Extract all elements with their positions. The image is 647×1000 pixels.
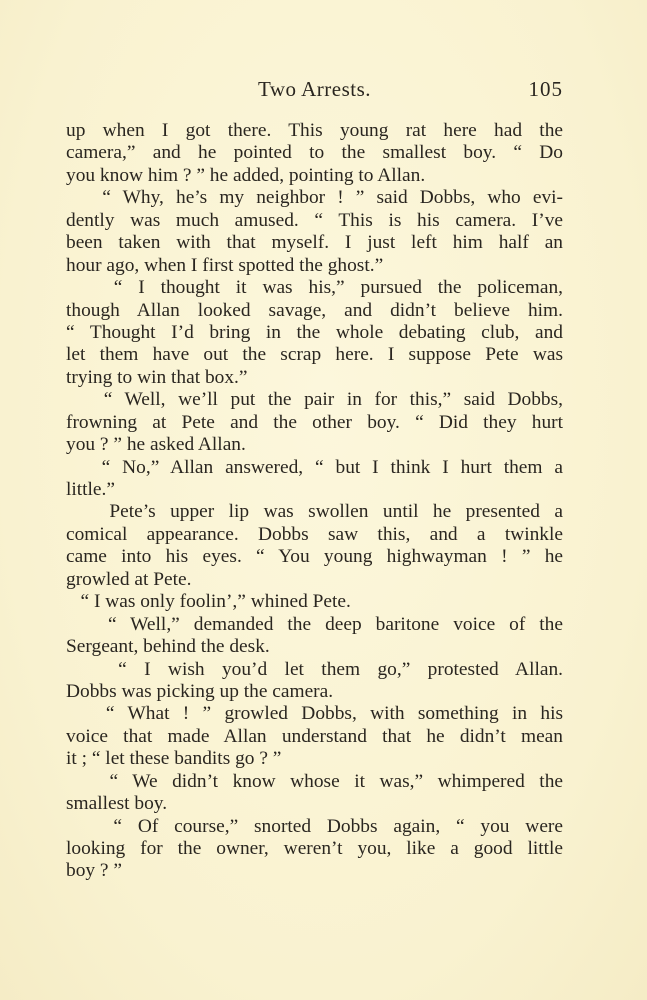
text-line: Sergeant, behind the desk. [66, 636, 270, 658]
text-line: came into his eyes. “ You young highwayman ! ” he [66, 546, 563, 568]
text-line: “ Why, he’s my neighbor ! ” said Dobbs, who evi- [66, 187, 563, 209]
page-header [66, 76, 563, 106]
text-line: frowning at Pete and the other boy. “ Did they hurt [66, 411, 563, 433]
text-line: voice that made Allan understand that he didn’t mean [66, 725, 563, 747]
page-number: 105 [528, 77, 563, 101]
text-line: camera,” and he pointed to the smallest boy. “ Do [66, 142, 563, 164]
text-line: little.” [66, 479, 115, 500]
text-line: let them have out the scrap here. I suppose Pete was [66, 344, 563, 366]
text-line: “ No,” Allan answered, “ but I think I hurt them a [66, 456, 563, 478]
text-line: comical appearance. Dobbs saw this, and a twinkle [66, 523, 563, 545]
text-line: you know him ? ” he added, pointing to Allan. [66, 164, 426, 186]
text-line: “ I wish you’d let them go,” protested Allan. [66, 658, 563, 680]
text-line: hour ago, when I first spotted the ghost.” [66, 254, 384, 276]
text-line: Dobbs was picking up the camera. [66, 680, 334, 702]
text-line: you ? ” he asked Allan. [66, 434, 246, 456]
text-line: “ I was only foolin’,” whined Pete. [66, 591, 351, 613]
text-line: smallest boy. [66, 793, 168, 815]
text-line: been taken with that myself. I just left him half an [66, 232, 563, 254]
text-line: Pete’s upper lip was swollen until he presented a [66, 501, 563, 523]
running-head: Two Arrests. [257, 77, 372, 101]
text-line: “ Thought I’d bring in the whole debating club, and [66, 321, 563, 343]
text-line: “ What ! ” growled Dobbs, with something in his [66, 703, 563, 725]
text-line: “ I thought it was his,” pursued the policeman, [66, 277, 563, 299]
text-line: “ Well, we’ll put the pair in for this,” said Dobbs, [66, 389, 563, 411]
text-line: dently was much amused. “ This is his camera. I’ve [66, 209, 563, 231]
text-line: trying to win that box.” [66, 366, 248, 388]
text-line: looking for the owner, weren’t you, like a good little [66, 838, 563, 859]
text-line: up when I got there. This young rat here had the [66, 120, 563, 141]
text-line: “ Of course,” snorted Dobbs again, “ you were [66, 815, 563, 837]
text-line: boy ? ” [66, 860, 122, 882]
text-line: “ Well,” demanded the deep baritone voice of the [66, 613, 563, 635]
body-text [66, 120, 563, 883]
text-line: “ We didn’t know whose it was,” whimpered the [66, 770, 563, 792]
text-line: though Allan looked savage, and didn’t believe him. [66, 299, 563, 321]
text-line: it ; “ let these bandits go ? ” [66, 748, 282, 770]
text-line: growled at Pete. [66, 568, 192, 590]
